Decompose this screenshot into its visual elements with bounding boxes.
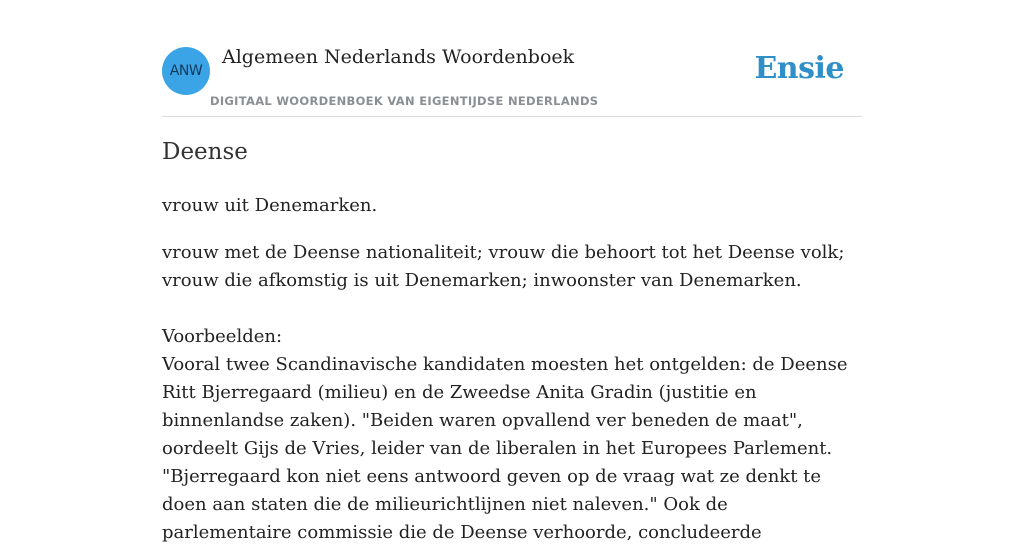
examples-section (162, 323, 862, 547)
examples-label: Voorbeelden: (162, 326, 283, 347)
site-subtitle: DIGITAAL WOORDENBOEK VAN EIGENTIJDSE NEDERLANDS (210, 94, 599, 108)
page (162, 0, 862, 543)
short-definition: vrouw uit Denemarken. (162, 195, 378, 216)
site-title[interactable]: Algemeen Nederlands Woordenboek (222, 46, 575, 68)
site-header (162, 0, 862, 117)
entry-headword: Deense (162, 139, 248, 165)
example-text: Vooral twee Scandinavische kandidaten moesten het ontgelden: de Deense Ritt Bjerregaard (milieu) en de Zweedse Anita Gradin (justitie en binnenlandse zaken). "Beiden waren opvallend ver beneden de maat", oordeelt Gijs de Vries, leider van de liberalen in het Europees Parlement. "Bjerregaard kon niet eens antwoord geven op de vraag wat ze denkt te doen aan staten die de milieurichtlijnen niet naleven." Ook de parlementaire commissie die de Deense verhoorde, concludeerde (162, 354, 848, 543)
long-definition: vrouw met de Deense nationaliteit; vrouw die behoort tot het Deense volk; vrouw die afkomstig is uit Denemarken; inwoonster van Denemarken. (162, 242, 845, 291)
ensie-logo[interactable]: Ensie (754, 51, 844, 86)
anw-logo[interactable]: ANW (162, 47, 210, 95)
